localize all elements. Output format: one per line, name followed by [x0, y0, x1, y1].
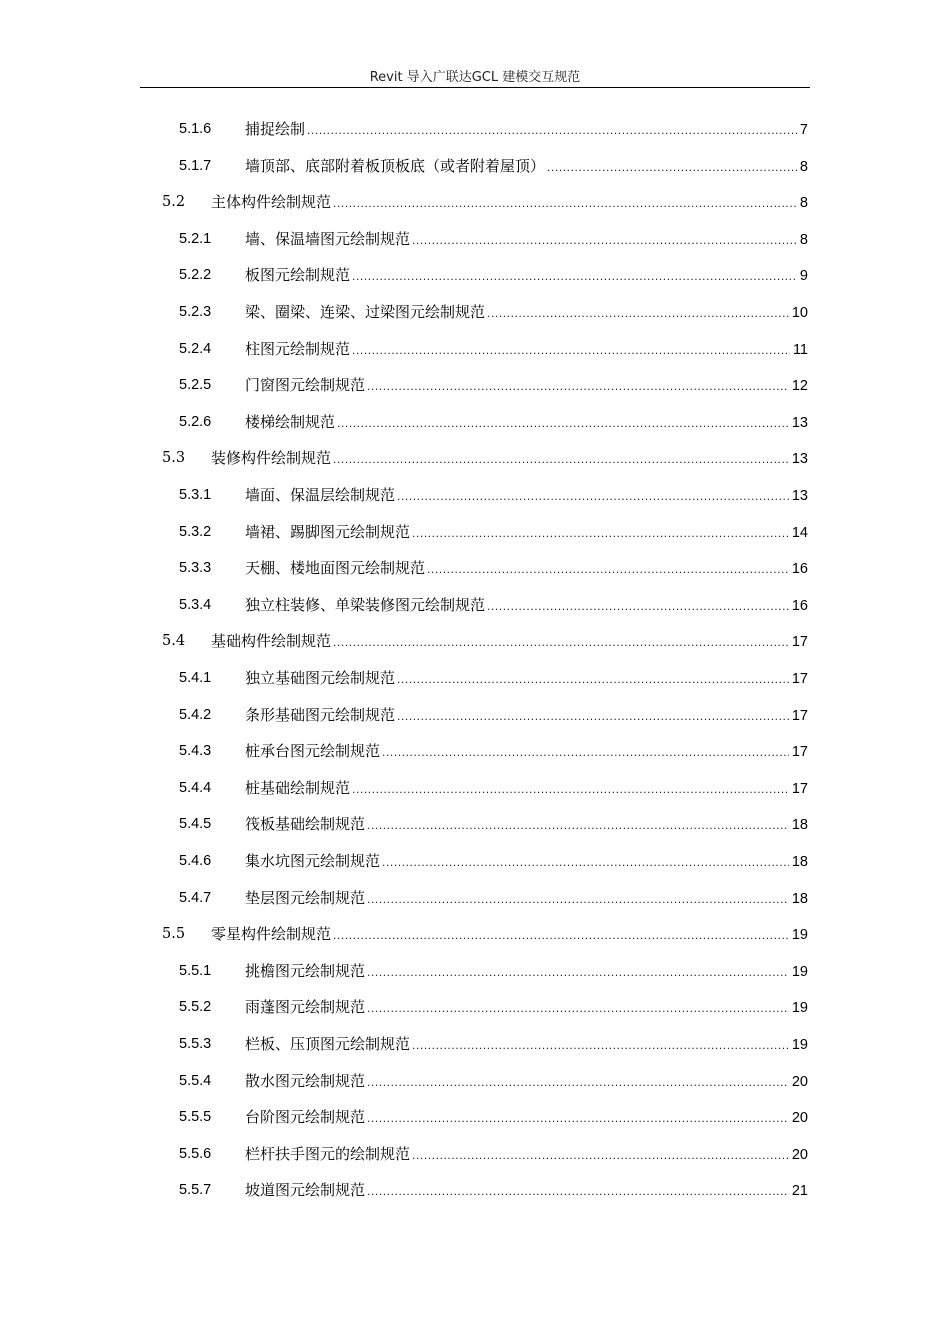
toc-dot-leader [333, 191, 797, 215]
toc-entry-number: 5.5 [162, 926, 186, 943]
toc-subsection-entry[interactable] [0, 812, 950, 836]
toc-entry-number: 5.2.3 [179, 304, 212, 320]
toc-subsection-entry[interactable] [0, 154, 950, 178]
toc-entry-page-number: 10 [791, 305, 808, 321]
toc-entry-title: 独立柱装修、单梁装修图元绘制规范 [245, 595, 486, 614]
toc-subsection-entry[interactable] [0, 593, 950, 617]
toc-entry-page-number: 19 [791, 963, 808, 980]
toc-entry-title: 天棚、楼地面图元绘制规范 [245, 559, 426, 578]
toc-dot-leader [397, 704, 789, 728]
toc-entry-leader-line [211, 922, 808, 947]
toc-entry-leader-line [245, 812, 808, 837]
toc-entry-leader-line [245, 776, 808, 801]
toc-section-entry[interactable] [0, 446, 950, 470]
toc-entry-title: 台阶图元绘制规范 [245, 1108, 366, 1127]
toc-entry-leader-line [245, 117, 808, 142]
toc-entry-page-number: 18 [791, 817, 808, 834]
toc-entry-number: 5.5.3 [179, 1036, 212, 1052]
toc-entry-page-number: 19 [791, 1037, 808, 1053]
toc-entry-leader-line [245, 300, 808, 325]
toc-entry-number: 5.5.1 [179, 962, 212, 979]
toc-entry-page-number: 20 [791, 1073, 808, 1090]
toc-dot-leader [397, 667, 789, 691]
toc-entry-leader-line [245, 520, 808, 545]
running-header: Revit 导入广联达GCL 建模交互规范 [369, 70, 581, 85]
toc-entry-leader-line [245, 227, 808, 252]
toc-subsection-entry[interactable] [0, 263, 950, 287]
toc-subsection-entry[interactable] [0, 410, 950, 434]
toc-entry-leader-line [245, 373, 808, 398]
toc-entry-number: 5.5.2 [179, 999, 212, 1016]
toc-entry-title: 墙裙、踢脚图元绘制规范 [245, 522, 411, 541]
toc-entry-leader-line [245, 666, 808, 691]
toc-subsection-entry[interactable] [0, 776, 950, 800]
toc-entry-title: 零星构件绘制规范 [211, 925, 332, 944]
toc-entry-leader-line [245, 263, 808, 288]
toc-subsection-entry[interactable] [0, 227, 950, 251]
toc-dot-leader [367, 1179, 789, 1203]
toc-entry-page-number: 8 [799, 158, 808, 175]
toc-dot-leader [333, 923, 789, 947]
toc-entry-page-number: 19 [791, 927, 808, 944]
toc-entry-number: 5.5.6 [179, 1145, 212, 1162]
toc-dot-leader [487, 594, 789, 618]
toc-entry-title: 墙、保温墙图元绘制规范 [245, 229, 411, 248]
toc-entry-leader-line [245, 154, 808, 179]
toc-dot-leader [412, 1143, 789, 1167]
toc-subsection-entry[interactable] [0, 337, 950, 361]
toc-entry-page-number: 13 [791, 451, 808, 468]
toc-entry-page-number: 7 [799, 122, 808, 138]
toc-entry-page-number: 11 [792, 341, 808, 358]
toc-subsection-entry[interactable] [0, 483, 950, 507]
toc-entry-leader-line [245, 995, 808, 1020]
toc-entry-number: 5.2.4 [179, 340, 212, 357]
toc-entry-title: 条形基础图元绘制规范 [245, 705, 396, 724]
toc-entry-title: 筏板基础绘制规范 [245, 815, 366, 834]
toc-entry-number: 5.4.7 [179, 889, 212, 906]
toc-section-entry[interactable] [0, 629, 950, 653]
toc-dot-leader [367, 1070, 789, 1094]
toc-entry-page-number: 20 [791, 1146, 808, 1163]
toc-entry-leader-line [245, 739, 808, 764]
toc-dot-leader [352, 264, 797, 288]
toc-entry-leader-line [245, 556, 808, 581]
toc-dot-leader [412, 228, 797, 252]
toc-dot-leader [367, 887, 789, 911]
toc-entry-number: 5.4.6 [179, 853, 212, 869]
toc-entry-leader-line [245, 849, 808, 874]
toc-dot-leader [412, 1033, 789, 1057]
toc-entry-page-number: 19 [791, 1000, 808, 1017]
toc-dot-leader [352, 777, 789, 801]
toc-entry-leader-line [245, 703, 808, 728]
toc-entry-title: 垫层图元绘制规范 [245, 888, 366, 907]
toc-dot-leader [367, 960, 789, 984]
toc-dot-leader [547, 155, 797, 179]
toc-subsection-entry[interactable] [0, 886, 950, 910]
toc-dot-leader [397, 484, 789, 508]
toc-entry-title: 墙顶部、底部附着板顶板底（或者附着屋顶） [245, 156, 546, 175]
toc-subsection-entry[interactable] [0, 373, 950, 397]
toc-entry-page-number: 8 [799, 231, 808, 248]
toc-entry-title: 装修构件绘制规范 [211, 449, 332, 468]
toc-entry-page-number: 16 [791, 597, 808, 614]
toc-dot-leader [427, 557, 789, 581]
toc-entry-title: 栏板、压顶图元绘制规范 [245, 1035, 411, 1053]
toc-dot-leader [382, 740, 789, 764]
toc-entry-title: 柱图元绘制规范 [245, 339, 351, 358]
toc-entry-page-number: 17 [791, 634, 808, 651]
toc-entry-number: 5.2.1 [179, 230, 212, 247]
toc-entry-title: 基础构件绘制规范 [211, 632, 332, 651]
toc-entry-title: 散水图元绘制规范 [245, 1071, 366, 1090]
toc-section-entry[interactable] [0, 922, 950, 946]
toc-entry-page-number: 8 [799, 195, 808, 212]
toc-entry-page-number: 16 [791, 561, 808, 578]
toc-entry-title: 墙面、保温层绘制规范 [245, 486, 396, 504]
toc-entry-leader-line [245, 1069, 808, 1094]
toc-entry-title: 坡道图元绘制规范 [245, 1181, 366, 1200]
toc-entry-number: 5.4 [162, 633, 186, 650]
toc-entry-leader-line [245, 1105, 808, 1130]
toc-subsection-entry[interactable] [0, 1032, 950, 1056]
toc-entry-page-number: 21 [791, 1183, 808, 1200]
toc-entry-title: 独立基础图元绘制规范 [245, 669, 396, 687]
toc-entry-page-number: 17 [791, 707, 808, 724]
toc-entry-title: 集水坑图元绘制规范 [245, 852, 381, 870]
toc-subsection-entry[interactable] [0, 1178, 950, 1202]
toc-subsection-entry[interactable] [0, 703, 950, 727]
toc-subsection-entry[interactable] [0, 995, 950, 1019]
toc-entry-leader-line [245, 337, 808, 362]
toc-subsection-entry[interactable] [0, 117, 950, 141]
toc-entry-title: 梁、圈梁、连梁、过梁图元绘制规范 [245, 303, 486, 321]
toc-entry-leader-line [245, 886, 808, 911]
toc-entry-number: 5.4.3 [179, 743, 212, 760]
toc-entry-title: 板图元绘制规范 [245, 266, 351, 285]
toc-entry-leader-line [245, 1142, 808, 1167]
toc-entry-number: 5.3.3 [179, 560, 212, 577]
toc-subsection-entry[interactable] [0, 520, 950, 544]
toc-subsection-entry[interactable] [0, 849, 950, 873]
toc-entry-number: 5.1.6 [179, 121, 212, 137]
toc-dot-leader [487, 301, 789, 325]
toc-entry-title: 主体构件绘制规范 [211, 193, 332, 212]
toc-subsection-entry[interactable] [0, 739, 950, 763]
toc-entry-leader-line [245, 1178, 808, 1203]
toc-subsection-entry[interactable] [0, 556, 950, 580]
toc-entry-number: 5.3.4 [179, 596, 212, 613]
toc-dot-leader [333, 447, 789, 471]
toc-subsection-entry[interactable] [0, 1142, 950, 1166]
toc-entry-page-number: 13 [791, 414, 808, 431]
toc-entry-leader-line [211, 446, 808, 471]
toc-entry-page-number: 12 [791, 378, 808, 395]
toc-subsection-entry[interactable] [0, 300, 950, 324]
toc-subsection-entry[interactable] [0, 959, 950, 983]
toc-entry-page-number: 18 [791, 854, 808, 870]
toc-entry-number: 5.3 [162, 450, 186, 467]
toc-entry-number: 5.5.4 [179, 1072, 212, 1089]
toc-entry-number: 5.2.2 [179, 267, 212, 284]
toc-entry-title: 栏杆扶手图元的绘制规范 [245, 1144, 411, 1163]
toc-dot-leader [367, 996, 789, 1020]
toc-entry-title: 桩承台图元绘制规范 [245, 742, 381, 761]
toc-entry-leader-line [245, 1032, 808, 1057]
toc-entry-leader-line [211, 629, 808, 654]
toc-entry-number: 5.2 [162, 194, 186, 211]
toc-entry-title: 楼梯绘制规范 [245, 412, 336, 431]
toc-entry-number: 5.1.7 [179, 157, 212, 174]
toc-entry-page-number: 14 [791, 524, 808, 541]
toc-subsection-entry[interactable] [0, 666, 950, 690]
toc-entry-page-number: 9 [799, 268, 808, 285]
toc-entry-title: 捕捉绘制 [245, 120, 306, 138]
toc-entry-number: 5.5.5 [179, 1109, 212, 1126]
toc-entry-number: 5.4.5 [179, 816, 212, 833]
toc-entry-number: 5.4.2 [179, 706, 212, 723]
toc-entry-title: 门窗图元绘制规范 [245, 376, 366, 395]
toc-dot-leader [382, 850, 789, 874]
toc-entry-leader-line [245, 410, 808, 435]
toc-entry-number: 5.5.7 [179, 1182, 212, 1199]
toc-entry-number: 5.4.4 [179, 779, 212, 796]
toc-entry-leader-line [211, 190, 808, 215]
toc-subsection-entry[interactable] [0, 1069, 950, 1093]
toc-dot-leader [337, 411, 789, 435]
toc-entry-page-number: 18 [791, 890, 808, 907]
toc-entry-page-number: 13 [791, 488, 808, 504]
toc-entry-page-number: 17 [791, 671, 808, 687]
toc-dot-leader [367, 374, 789, 398]
toc-entry-number: 5.4.1 [179, 670, 212, 686]
toc-dot-leader [367, 1106, 789, 1130]
toc-entry-number: 5.2.5 [179, 377, 212, 394]
toc-entry-page-number: 20 [791, 1110, 808, 1127]
toc-subsection-entry[interactable] [0, 1105, 950, 1129]
toc-entry-title: 桩基础绘制规范 [245, 778, 351, 797]
toc-dot-leader [307, 118, 797, 142]
toc-dot-leader [412, 521, 789, 545]
toc-entry-leader-line [245, 959, 808, 984]
toc-entry-number: 5.3.2 [179, 523, 212, 540]
toc-dot-leader [352, 338, 790, 362]
toc-entry-title: 雨蓬图元绘制规范 [245, 998, 366, 1017]
toc-entry-number: 5.2.6 [179, 413, 212, 430]
toc-entry-title: 挑檐图元绘制规范 [245, 961, 366, 980]
toc-dot-leader [367, 813, 789, 837]
toc-dot-leader [333, 630, 789, 654]
toc-entry-page-number: 17 [791, 780, 808, 797]
toc-entry-page-number: 17 [791, 744, 808, 761]
toc-entry-number: 5.3.1 [179, 487, 212, 503]
toc-section-entry[interactable] [0, 190, 950, 214]
toc-entry-leader-line [245, 483, 808, 508]
toc-entry-leader-line [245, 593, 808, 618]
